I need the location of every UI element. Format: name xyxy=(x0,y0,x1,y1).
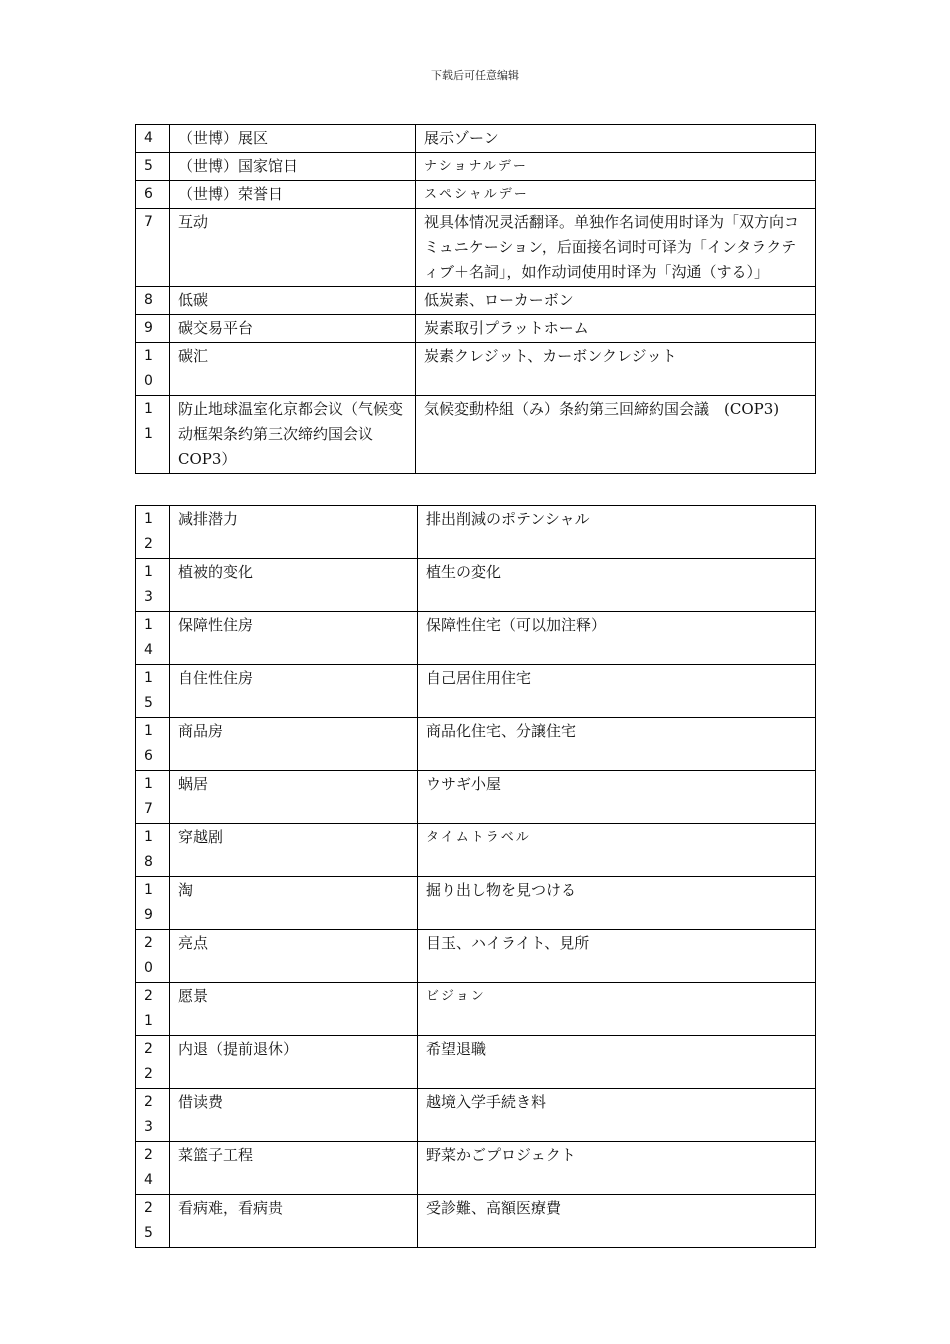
term-chinese: 自住性住房 xyxy=(170,665,418,718)
table-row xyxy=(136,1089,816,1142)
row-number: 15 xyxy=(136,665,170,718)
row-number: 4 xyxy=(136,125,170,153)
term-chinese: （世博）国家馆日 xyxy=(170,153,416,181)
term-chinese: 看病难，看病贵 xyxy=(170,1195,418,1248)
table-row xyxy=(136,315,816,343)
row-number: 8 xyxy=(136,287,170,315)
term-japanese: 植生の変化 xyxy=(418,559,816,612)
row-number: 22 xyxy=(136,1036,170,1089)
term-chinese: 防止地球温室化京都会议（气候变动框架条约第三次缔约国会议 COP3） xyxy=(170,396,416,474)
term-japanese: 受診難、高額医療費 xyxy=(418,1195,816,1248)
row-number: 19 xyxy=(136,877,170,930)
table-row xyxy=(136,125,816,153)
row-number: 20 xyxy=(136,930,170,983)
row-number: 21 xyxy=(136,983,170,1036)
term-japanese: 排出削減のポテンシャル xyxy=(418,506,816,559)
row-number: 10 xyxy=(136,343,170,396)
term-chinese: 内退（提前退休） xyxy=(170,1036,418,1089)
row-number: 7 xyxy=(136,209,170,287)
table-row xyxy=(136,559,816,612)
term-japanese: 目玉、ハイライト、見所 xyxy=(418,930,816,983)
table-row xyxy=(136,718,816,771)
table-row xyxy=(136,209,816,287)
row-number: 24 xyxy=(136,1142,170,1195)
table-row xyxy=(136,506,816,559)
table-row xyxy=(136,824,816,877)
table-row xyxy=(136,983,816,1036)
term-japanese: 保障性住宅（可以加注释） xyxy=(418,612,816,665)
table-row xyxy=(136,771,816,824)
term-japanese: 炭素クレジット、カーボンクレジット xyxy=(416,343,816,396)
term-japanese: ナショナルデー xyxy=(416,153,816,181)
row-number: 23 xyxy=(136,1089,170,1142)
term-japanese: 越境入学手続き料 xyxy=(418,1089,816,1142)
term-japanese: スペシャルデー xyxy=(416,181,816,209)
row-number: 6 xyxy=(136,181,170,209)
row-number: 16 xyxy=(136,718,170,771)
term-japanese: ビジョン xyxy=(418,983,816,1036)
glossary-table-1 xyxy=(135,124,816,474)
term-japanese: 気候変動枠組（み）条約第三回締約国会議 (COP3) xyxy=(416,396,816,474)
term-japanese: 展示ゾーン xyxy=(416,125,816,153)
term-japanese: 野菜かごプロジェクト xyxy=(418,1142,816,1195)
term-japanese: 视具体情况灵活翻译。单独作名词使用时译为「双方向コミュニケーション，后面接名词时可译为「インタラクティブ＋名詞」，如作动词使用时译为「沟通（する）」 xyxy=(416,209,816,287)
term-japanese: 商品化住宅、分譲住宅 xyxy=(418,718,816,771)
term-chinese: （世博）展区 xyxy=(170,125,416,153)
term-chinese: 碳交易平台 xyxy=(170,315,416,343)
term-chinese: 低碳 xyxy=(170,287,416,315)
term-japanese: 掘り出し物を見つける xyxy=(418,877,816,930)
term-chinese: 愿景 xyxy=(170,983,418,1036)
term-japanese: 炭素取引プラットホーム xyxy=(416,315,816,343)
term-chinese: 减排潜力 xyxy=(170,506,418,559)
term-chinese: 蜗居 xyxy=(170,771,418,824)
row-number: 11 xyxy=(136,396,170,474)
table-row xyxy=(136,1195,816,1248)
table-row xyxy=(136,877,816,930)
row-number: 12 xyxy=(136,506,170,559)
term-chinese: 植被的变化 xyxy=(170,559,418,612)
term-chinese: 碳汇 xyxy=(170,343,416,396)
term-chinese: 亮点 xyxy=(170,930,418,983)
term-japanese: 希望退職 xyxy=(418,1036,816,1089)
row-number: 17 xyxy=(136,771,170,824)
term-japanese: 自己居住用住宅 xyxy=(418,665,816,718)
term-chinese: 借读费 xyxy=(170,1089,418,1142)
row-number: 5 xyxy=(136,153,170,181)
table-row xyxy=(136,153,816,181)
row-number: 14 xyxy=(136,612,170,665)
term-chinese: 菜篮子工程 xyxy=(170,1142,418,1195)
term-chinese: 互动 xyxy=(170,209,416,287)
row-number: 9 xyxy=(136,315,170,343)
term-chinese: 穿越剧 xyxy=(170,824,418,877)
table-row xyxy=(136,1036,816,1089)
table-row xyxy=(136,343,816,396)
table-row xyxy=(136,396,816,474)
row-number: 25 xyxy=(136,1195,170,1248)
glossary-table-2 xyxy=(135,505,816,1248)
table-row xyxy=(136,665,816,718)
row-number: 18 xyxy=(136,824,170,877)
term-japanese: 低炭素、ローカーボン xyxy=(416,287,816,315)
term-chinese: 保障性住房 xyxy=(170,612,418,665)
table-row xyxy=(136,287,816,315)
term-japanese: タイムトラベル xyxy=(418,824,816,877)
table-row xyxy=(136,930,816,983)
table-row xyxy=(136,181,816,209)
term-chinese: 淘 xyxy=(170,877,418,930)
term-chinese: （世博）荣誉日 xyxy=(170,181,416,209)
term-chinese: 商品房 xyxy=(170,718,418,771)
row-number: 13 xyxy=(136,559,170,612)
table-row xyxy=(136,1142,816,1195)
term-japanese: ウサギ小屋 xyxy=(418,771,816,824)
page-header: 下载后可任意编辑 xyxy=(431,69,519,82)
table-row xyxy=(136,612,816,665)
